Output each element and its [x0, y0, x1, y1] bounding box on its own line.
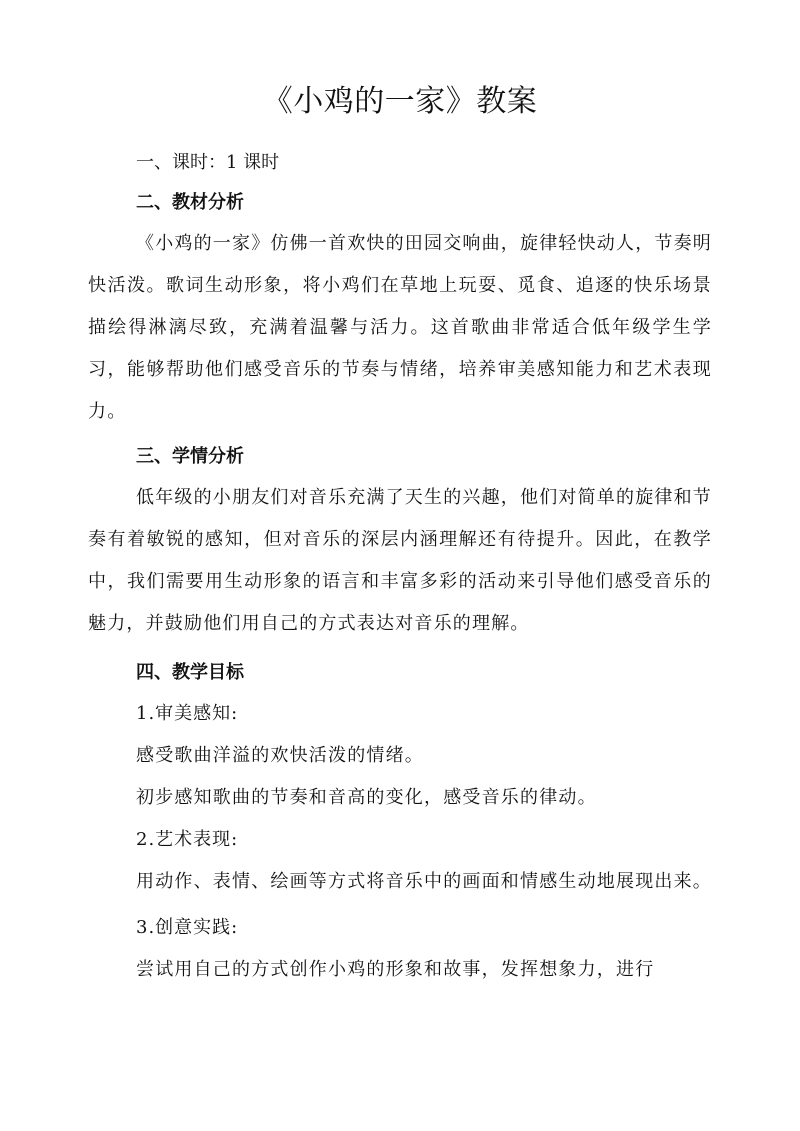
section-3-heading: 三、学情分析 — [136, 446, 244, 467]
goal-3-item-1: 尝试用自己的方式创作小鸡的形象和故事，发挥想象力，进行 — [136, 959, 655, 980]
document-title: 《小鸡的一家》教案 — [262, 84, 538, 119]
section-4-heading: 四、教学目标 — [136, 662, 244, 683]
goal-1-item-2: 初步感知歌曲的节奏和音高的变化，感受音乐的律动。 — [136, 787, 597, 808]
spacer — [88, 645, 712, 653]
document-content — [88, 143, 712, 991]
goal-2-title: 2.艺术表现: — [136, 829, 239, 850]
section-2-heading: 二、教材分析 — [136, 192, 244, 213]
section-2-paragraph: 《小鸡的一家》仿佛一首欢快的田园交响曲，旋律轻快动人，节奏明快活泼。歌词生动形象，将小鸡们在草地上玩耍、觅食、追逐的快乐场景描绘得淋漓尽致，充满着温馨与活力。这首歌曲非常适合低年级学生学习，能够帮助他们感受音乐的节奏与情绪，培养审美感知能力和艺术表现力。 — [88, 233, 712, 422]
lesson-time: 一、课时：1 课时 — [136, 152, 280, 173]
goal-2-item-1: 用动作、表情、绘画等方式将音乐中的画面和情感生动地展现出来。 — [136, 871, 712, 892]
goal-1-item-1: 感受歌曲洋溢的欢快活泼的情绪。 — [136, 745, 424, 766]
goal-3-title: 3.创意实践: — [136, 917, 239, 938]
goal-1-title: 1.审美感知: — [136, 703, 239, 724]
section-3-paragraph: 低年级的小朋友们对音乐充满了天生的兴趣，他们对简单的旋律和节奏有着敏锐的感知，但对音乐的深层内涵理解还有待提升。因此，在教学中，我们需要用生动形象的语言和丰富多彩的活动来引导他们感受音乐的魅力，并鼓励他们用自己的方式表达对音乐的理解。 — [88, 487, 712, 634]
